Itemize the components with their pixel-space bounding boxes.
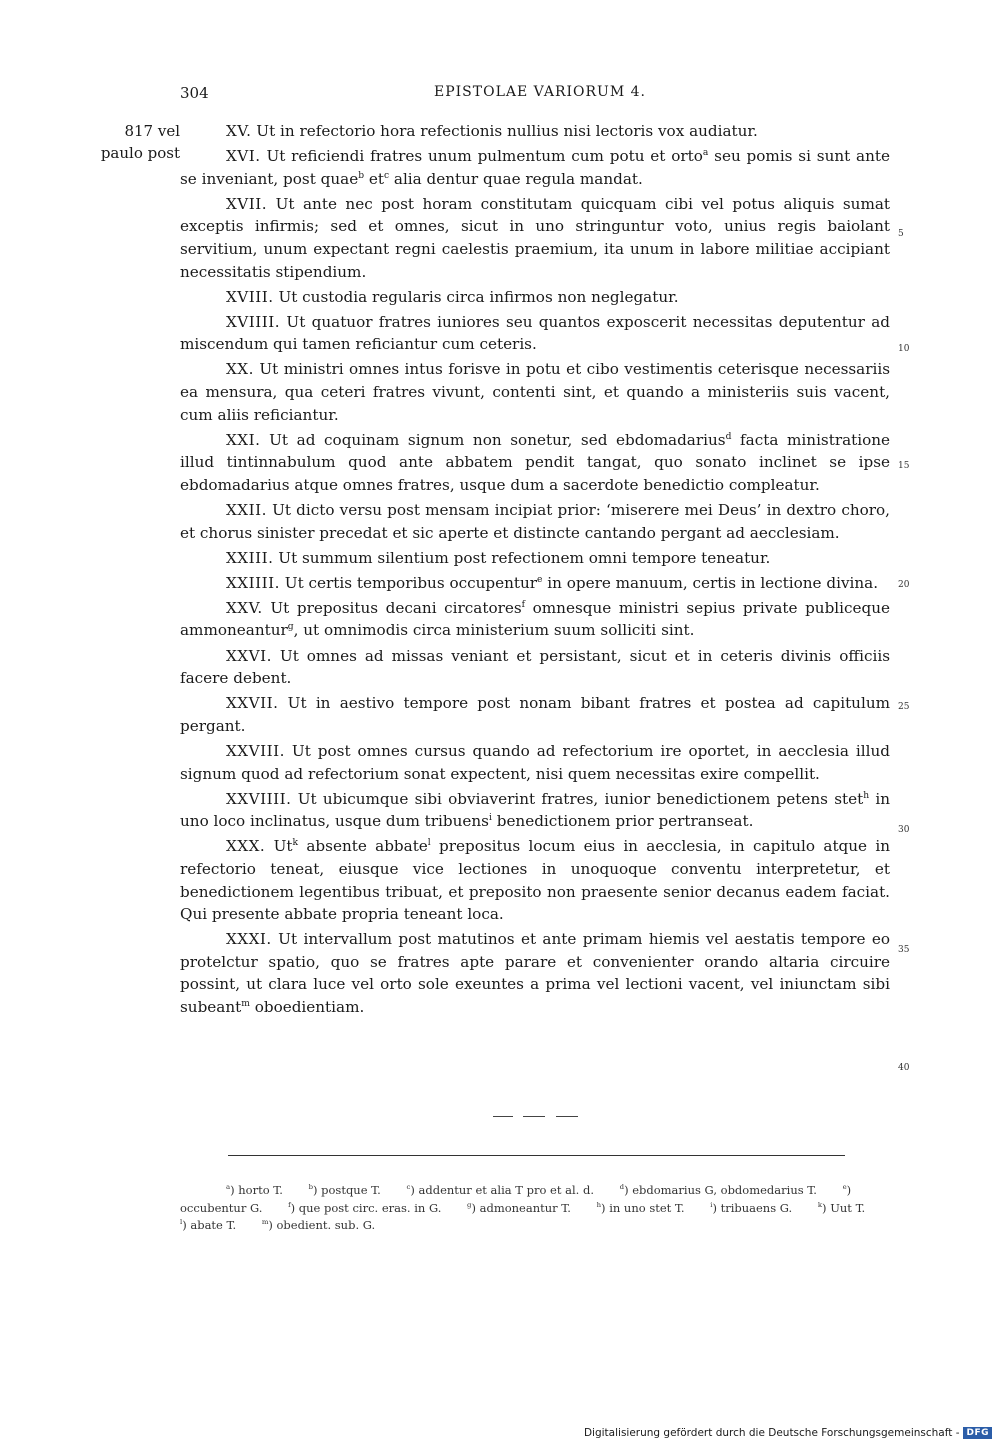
- paragraph: [180, 692, 890, 737]
- footnote-mark: l: [427, 838, 431, 849]
- chapter-number: XXIII.: [226, 548, 274, 567]
- footnote: $^d$) ebdomarius G, obdomedarius T.: [619, 1183, 817, 1197]
- paragraph-text: Ut dicto versu post mensam incipiat prior: ‘miserere mei Deus’ in dextro choro, et chorus sinister precedat et sic aperte et distincte cantando pergant ad aecclesiam.: [180, 501, 891, 542]
- paragraph-text: Ut prepositus decani circatores: [270, 598, 522, 617]
- paragraph: [180, 928, 890, 1018]
- paragraph-text: Ut quatuor fratres iuniores seu quantos exposcerit necessitas deputentur ad miscendum qui tamen reficiantur cum ceteris.: [180, 312, 891, 354]
- paragraph: [180, 788, 890, 833]
- main-text: [180, 120, 890, 1021]
- line-number: 35: [898, 945, 910, 955]
- paragraph-text: Ut reficiendi fratres unum pulmentum cum potu et orto: [266, 147, 703, 166]
- chapter-number: XXIIII.: [226, 573, 280, 592]
- paragraph-text: et: [364, 169, 384, 188]
- dfg-logo: DFG: [963, 1427, 992, 1439]
- paragraph: [180, 358, 890, 426]
- chapter-number: XXX.: [226, 837, 266, 856]
- footnote: $^b$) postque T.: [308, 1183, 381, 1197]
- footnote: $^c$) addentur et alia T pro et al. d.: [406, 1183, 594, 1197]
- line-number: 5: [898, 229, 904, 239]
- paragraph: [180, 572, 890, 595]
- chapter-number: XVI.: [226, 147, 261, 166]
- paragraph-text: absente abbate: [298, 837, 428, 856]
- line-number: 10: [898, 344, 910, 354]
- paragraph-text: Ut omnes ad missas veniant et persistant, sicut et in ceteris divinis officiis facere debent.: [180, 646, 890, 688]
- paragraph-text: Ut: [273, 837, 293, 856]
- paragraph-text: Ut post omnes cursus quando ad refectorium ire oportet, in aecclesia illud signum quod ad refectorium sonat expectent, nisi quem necessitas exire compellit.: [180, 741, 890, 783]
- footnote: $^m$) obedient. sub. G.: [261, 1218, 376, 1232]
- paragraph: [180, 645, 890, 690]
- paragraph-text: alia dentur quae regula mandat.: [389, 169, 643, 188]
- paragraph-text: , ut omnimodis circa ministerium suum solliciti sint.: [293, 621, 695, 640]
- footnote: $^f$) que post circ. eras. in G.: [288, 1200, 442, 1215]
- paragraph-text: omnesque ministri sepius private publiceque ammoneantur: [180, 598, 891, 640]
- paragraph-text: Ut summum silentium post refectionem omni tempore teneatur.: [278, 548, 771, 567]
- line-number: 15: [898, 461, 910, 471]
- paragraph-text: Ut in refectorio hora refectionis nullius nisi lectoris vox audiatur.: [256, 122, 758, 140]
- paragraph-text: Ut in aestivo tempore post nonam bibant fratres et postea ad capitulum pergant.: [180, 694, 890, 735]
- footnote: $^e$) occubentur G.: [180, 1183, 852, 1215]
- margin-date-line: paulo post: [100, 144, 180, 162]
- paragraph-text: Ut custodia regularis circa infirmos non neglegatur.: [278, 287, 679, 306]
- line-number: 30: [898, 825, 910, 835]
- footnote-mark: h: [863, 790, 870, 801]
- chapter-number: XXVIIII.: [226, 789, 292, 808]
- footnote: $^h$) in uno stet T.: [596, 1200, 685, 1215]
- paragraph: [180, 835, 890, 925]
- paragraph-text: Ut ministri omnes intus forisve in potu et cibo vestimentis ceterisque necessariis ea mensura, qua ceteri fratres vivunt, contenti sint, et quando a ministeriis suis vacent, cum aliis reficiantur.: [180, 360, 890, 424]
- credit-text: Digitalisierung gefördert durch die Deutsche Forschungsgemeinschaft -: [583, 1427, 960, 1439]
- footnote: $^g$) admoneantur T.: [467, 1200, 571, 1215]
- paragraph: [180, 597, 890, 642]
- paragraph: [180, 145, 890, 190]
- paragraph-text: facta ministratione illud tintinnabulum quod ante abbatem pendit tangat, quo sonato inclinet se ipse ebdomadarius atque omnes fratres, usque dum a sacerdote benedictio compleatur.: [180, 430, 891, 494]
- margin-date-note: [60, 120, 180, 164]
- chapter-number: XXVIII.: [226, 741, 285, 760]
- chapter-number: XV.: [226, 122, 252, 140]
- footnote: $^k$) Uut T.: [817, 1200, 866, 1215]
- chapter-number: XXI.: [226, 430, 261, 449]
- line-number: 40: [898, 1063, 910, 1073]
- paragraph: [180, 286, 890, 309]
- chapter-number: XXVII.: [226, 694, 279, 713]
- footnote-mark: b: [358, 170, 365, 181]
- paragraph: [180, 311, 890, 356]
- footnote: $^i$) tribuaens G.: [710, 1200, 793, 1215]
- line-number: 20: [898, 580, 910, 590]
- paragraph: [180, 120, 890, 143]
- chapter-number: XXII.: [226, 501, 267, 519]
- footnote-mark: c: [383, 170, 390, 181]
- paragraph: [180, 547, 890, 570]
- section-end-dash: [523, 1116, 545, 1117]
- paragraph-text: Ut intervallum post matutinos et ante primam hiemis vel aestatis tempore eo protelctur spatio, quo se fratres apte parare et convenienter orando altaria circuire possint, ut clara luce vel orto sole exeuntes a prima vel lectioni vacent, vel iniunctam sibi subeant: [180, 930, 891, 1016]
- paragraph-text: in uno loco inclinatus, usque dum tribuens: [180, 789, 890, 831]
- paragraph-text: Ut ubicumque sibi obviaverint fratres, iunior benedictionem petens stet: [297, 789, 864, 808]
- footnote: $^a$) horto T.: [226, 1183, 283, 1197]
- footnote-line: [180, 1182, 890, 1235]
- footnote-mark: f: [521, 599, 526, 610]
- paragraph-text: oboedientiam.: [249, 997, 365, 1016]
- footnote-mark: g: [287, 622, 294, 633]
- chapter-number: XVII.: [226, 194, 268, 213]
- paragraph-text: Ut certis temporibus occupentur: [284, 573, 538, 592]
- paragraph-text: Ut ad coquinam signum non sonetur, sed ebdomadarius: [269, 430, 726, 449]
- paragraph-text: Ut ante nec post horam constitutam quicquam cibi vel potus aliquis sumat exceptis infirmis; sed et omnes, sicut in uno stringuntur voto, unius regis baiolant servitium, unum expectant regni caelestis praemium, ita unum in labore militiae accipiant necessitatis stipendium.: [180, 194, 890, 281]
- paragraph-text: benedictionem prior pertranseat.: [491, 812, 754, 831]
- page-number: 304: [180, 84, 209, 102]
- footnotes: [180, 1182, 890, 1235]
- footnote-mark: e: [537, 574, 543, 585]
- running-head: EPISTOLAE VARIORUM 4.: [434, 84, 646, 100]
- paragraph-text: prepositus locum eius in aecclesia, in capitulo atque in refectorio teneat, eiusque vice lectiones in unoquoque conventu interpretetur, et benedictionem legentibus tribuat, et preposito non praesente senior decanus eadem faciat. Qui presente abbate propria teneant loca.: [180, 837, 891, 924]
- paragraph: [180, 740, 890, 785]
- digitization-credit: [584, 1427, 992, 1439]
- footnote-rule: [228, 1155, 845, 1156]
- chapter-number: XVIIII.: [226, 312, 281, 331]
- chapter-number: XX.: [226, 360, 254, 379]
- footnote-mark: d: [725, 431, 732, 442]
- chapter-number: XXV.: [226, 598, 263, 617]
- footnote-mark: k: [292, 838, 299, 849]
- paragraph: [180, 429, 890, 497]
- paragraph-text: in opere manuum, certis in lectione divina.: [542, 573, 879, 592]
- line-number: 25: [898, 702, 910, 712]
- section-end-dash: [493, 1116, 513, 1117]
- paragraph: [180, 499, 890, 544]
- paragraph-text: seu pomis si sunt ante se inveniant, post quae: [180, 147, 890, 188]
- chapter-number: XXXI.: [226, 930, 272, 949]
- footnote-mark: a: [702, 148, 709, 159]
- chapter-number: XVIII.: [226, 287, 274, 306]
- footnote: $^l$) abate T.: [180, 1218, 237, 1232]
- footnote-mark: i: [488, 813, 492, 824]
- paragraph: [180, 193, 890, 283]
- margin-date-line: 817 vel: [124, 122, 180, 140]
- chapter-number: XXVI.: [226, 646, 272, 665]
- footnote-mark: m: [241, 998, 250, 1009]
- section-end-dash: [556, 1116, 578, 1117]
